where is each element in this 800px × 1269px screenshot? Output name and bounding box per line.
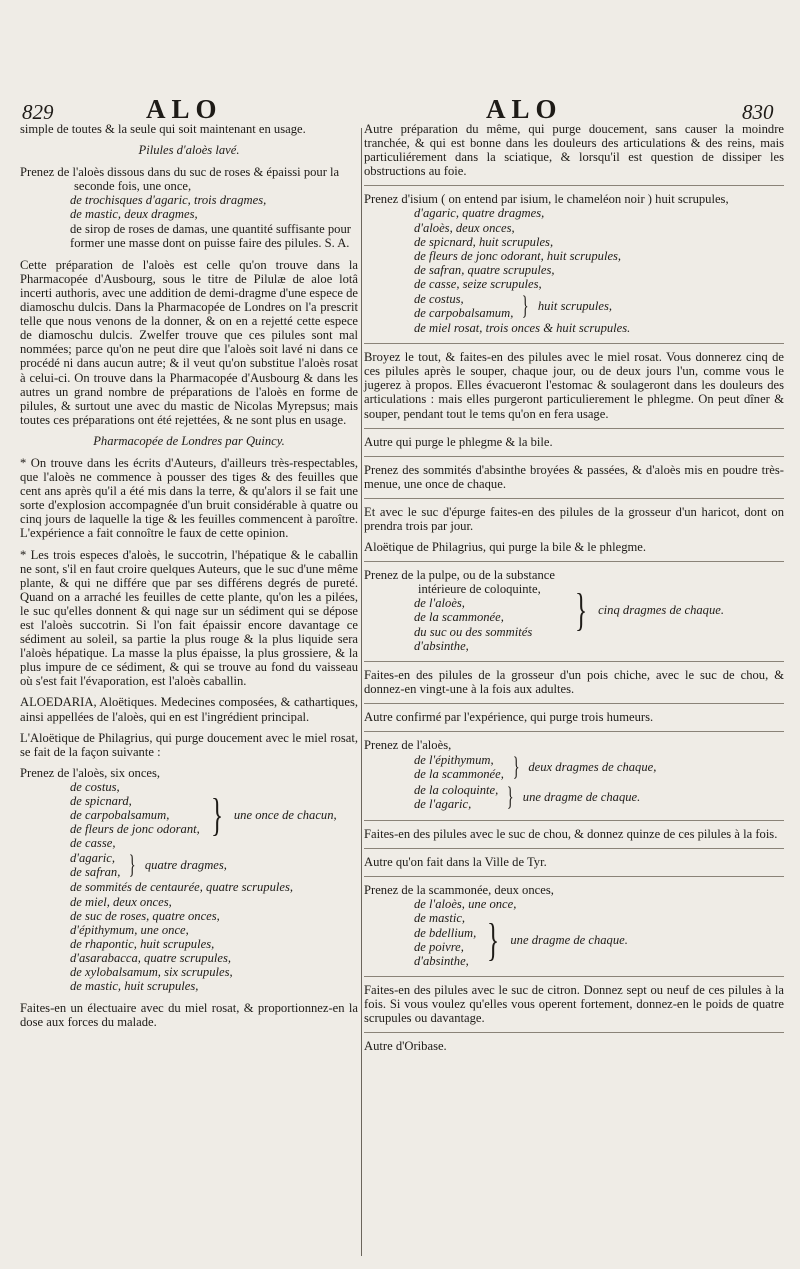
recipe-line: Prenez de la pulpe, ou de la substance intérieure de coloquinte, (364, 568, 555, 597)
left-page-number: 829 (22, 100, 54, 124)
recipe-line: de casse, (70, 836, 116, 851)
paragraph: Broyez le tout, & faites-en des pilules avec le miel rosat. Vous donnerez cinq de ces pilules après le souper, chaque jour, ou de deux jours l'un, comme vous le jugerez à propos. Elles évacueront l'estomac & soulageront dans les douleurs des articulations : mais elles purgeront particulierement le phlegme. On peut dîner & souper, pendant tout le tems qu'on en fera usage. (364, 350, 784, 421)
brace-glyph: } (129, 850, 137, 880)
recipe-philagrius (20, 766, 358, 993)
divider (364, 661, 784, 662)
brace-glyph: } (210, 789, 223, 841)
recipe-line: de trochisques d'agaric, trois dragmes, (70, 193, 267, 208)
recipe-tyr (364, 883, 784, 968)
recipe-line: de bdellium, (414, 925, 477, 940)
divider (364, 731, 784, 732)
recipe-line: de suc de roses, quatre onces, (70, 908, 220, 923)
paragraph: Faites-en des pilules de la grosseur d'un pois chiche, avec le suc de chou, & donnez-en vingt-une à la fois aux adultes. (364, 667, 784, 696)
recipe-line: de la scammonée, (414, 767, 504, 782)
brace-label: deux dragmes de chaque, (528, 760, 657, 775)
recipe-line: de spicnard, (70, 794, 132, 809)
recipe-line: de poivre, (414, 939, 464, 954)
paragraph: Prenez des sommités d'absinthe broyées & passées, & d'aloès mis en poudre très-menue, une once de chaque. (364, 462, 784, 491)
recipe-line: de safran, quatre scrupules, (414, 262, 555, 277)
brace-group (414, 291, 784, 321)
entry-aloedaria: ALOEDARIA, Aloëtiques. Medecines composées, & cathartiques, ainsi appellées de l'aloès, qui en est l'ingrédient principal. (20, 695, 358, 724)
brace-group (364, 568, 784, 653)
recipe-line: de safran, (70, 865, 121, 880)
recipe-line: de costus, (414, 291, 464, 306)
recipe-trois-humeurs (364, 738, 784, 812)
recipe-line: de carpobalsamum, (414, 306, 514, 321)
footnote: * Les trois especes d'aloès, le succotrin, l'hépatique & le caballin ne sont, s'il en faut croire quelques Auteurs, que le suc d'une même plante, & qui ne différe que par ses différens degrés de pureté. Quand on a arraché les feuilles de cette plante, qu'on les a pilées, le suc qu'elles donnent & qui nage sur un sédiment qui se dépose est l'aloès succotrin. Si l'on fait épaissir encore davantage ce sédiment au soleil, sa partie la plus rouge & la plus liquide sera l'aloès hépatique. La masse la plus épaisse, la plus grossiere, & la plus impure de ce sédiment, & qui se trouve au fond du vaisseau où s'est fait l'évaporation, est l'aloès caballin. (20, 547, 358, 689)
recipe-line: de mastic, huit scrupules, (70, 979, 199, 994)
paragraph: Autre préparation du même, qui purge doucement, sans causer la moindre tranchée, & qui est bonne dans les douleurs des articulations & des reins, mais particuliérement dans la sciatique, & lorsqu'il est question de dissiper les obstructions au foie. (364, 122, 784, 179)
brace-label: huit scrupules, (537, 298, 612, 313)
brace-glyph: } (487, 913, 500, 965)
brace-label: une dragme de chaque. (522, 790, 641, 805)
divider (364, 876, 784, 877)
recipe-line: de miel, deux onces, (70, 894, 172, 909)
recipe-line: de fleurs de jonc odorant, (70, 822, 200, 837)
brace-group (414, 911, 784, 967)
divider (364, 976, 784, 977)
recipe-line: de rhapontic, huit scrupules, (70, 936, 215, 951)
recipe-line: de sommités de centaurée, quatre scrupules, (70, 880, 294, 895)
recipe-line: de l'aloès, (414, 596, 465, 611)
divider (364, 428, 784, 429)
paragraph: Faites-en des pilules avec le suc de citron. Donnez sept ou neuf de ces pilules à la fois. Si vous voulez qu'elles vous operent fortement, donnez-en le poids de quatre scrupules ou davantage. (364, 982, 784, 1026)
divider (364, 561, 784, 562)
left-running-head: ALO (146, 94, 223, 124)
recipe-line: d'asarabacca, quatre scrupules, (70, 950, 232, 965)
paragraph: Cette préparation de l'aloès est celle qu'on trouve dans la Pharmacopée d'Ausbourg, sous le titre de Pilulæ de aloe lotâ incerti authoris, avec une addition de demi-dragme d'une espece de diamoschu dulcis. Dans la Pharmacopée de Londres on l'a prescrit telle que nous venons de la donner, & on en a rejetté cette espece de diamoschu dulcis. Zwelfer trouve que ces pilules sont mal nommées; parce qu'on ne peut dire que l'aloès soit lavé ni dans ce procédé ni dans aucun autre; & il veut qu'on substitue l'aloès rosat à celui-ci. On trouve dans la Pharmacopée d'Ausbourg & dans les autres un grand nombre de préparations de l'aloès en forme de pilules, & surtout une avec du mastic de Nicolas Myrepsus; mais toutes ces préparations ont été rejettées, & ne sont plus en usage. (20, 257, 358, 427)
recipe-line: de costus, (70, 779, 120, 794)
recipe-line: d'absinthe, (414, 953, 469, 968)
divider (364, 1032, 784, 1033)
brace-glyph: } (512, 752, 520, 782)
section-heading: Pilules d'aloès lavé. (138, 143, 240, 158)
paragraph: Aloëtique de Philagrius, qui purge la bile & le phlegme. (364, 540, 647, 555)
recipe-line: de mastic, (414, 911, 466, 926)
brace-label: cinq dragmes de chaque. (598, 603, 725, 618)
recipe-isium (364, 192, 784, 335)
recipe-line: de xylobalsamum, six scrupules, (70, 964, 233, 979)
recipe-line: de fleurs de jonc odorant, huit scrupules, (414, 248, 622, 263)
recipe-line: Prenez de la scammonée, deux onces, (364, 883, 554, 898)
recipe-lave (20, 165, 358, 250)
brace-label: une dragme de chaque. (510, 932, 628, 947)
right-page-number: 830 (742, 100, 774, 124)
right-column (364, 122, 784, 1060)
column-divider (361, 128, 362, 1256)
brace-group (414, 782, 784, 812)
recipe-line: Prenez de l'aloès dissous dans du suc de roses & épaissi pour la seconde fois, une once, (20, 165, 340, 194)
paragraph: simple de toutes & la seule qui soit maintenant en usage. (20, 122, 306, 136)
recipe-line: de spicnard, huit scrupules, (414, 234, 554, 249)
recipe-line: de carpobalsamum, (70, 808, 170, 823)
brace-glyph: } (507, 782, 514, 812)
brace-label: quatre dragmes, (144, 858, 227, 873)
recipe-line: de sirop de roses de damas, une quantité suffisante pour former une masse dont on puisse faire des pilules. S. A. (70, 221, 351, 250)
footnote: * On trouve dans les écrits d'Auteurs, d'ailleurs très-respectables, que l'aloès ne commence à pousser des tiges & des feuilles que cent ans après qu'il a été mis dans la terre, & qu'alors il se fait une sorte d'explosion accompagnée d'un bruit considérable à quatre ou cinq jours de laquelle la tige & les feuilles commencent à paroître. L'expérience a fait connoître le faux de cette opinion. (20, 455, 358, 541)
paragraph: Autre qui purge le phlegme & la bile. (364, 434, 553, 449)
recipe-line: de l'aloès, une once, (414, 897, 517, 912)
recipe-line: Prenez d'isium ( on entend par isium, le chameléon noir ) huit scrupules, (364, 192, 729, 207)
recipe-line: de la scammonée, (414, 610, 504, 625)
brace-label: une once de chacun, (233, 808, 337, 823)
recipe-line: d'agaric, quatre dragmes, (414, 206, 545, 221)
divider (364, 848, 784, 849)
recipe-coloquinte (364, 568, 784, 653)
right-running-head: ALO (486, 94, 563, 124)
paragraph: Autre qu'on fait dans la Ville de Tyr. (364, 855, 547, 870)
recipe-line: d'épithymum, une once, (70, 922, 189, 937)
paragraph: Autre confirmé par l'expérience, qui purge trois humeurs. (364, 709, 654, 724)
recipe-line: d'aloès, deux onces, (414, 220, 515, 235)
paragraph: L'Aloëtique de Philagrius, qui purge doucement avec le miel rosat, se fait de la façon suivante : (20, 730, 358, 759)
recipe-line: de miel rosat, trois onces & huit scrupules. (414, 321, 631, 336)
paragraph: Faites-en un électuaire avec du miel rosat, & proportionnez-en la dose aux forces du malade. (20, 1001, 358, 1030)
brace-group (70, 780, 358, 850)
paragraph: Faites-en des pilules avec le suc de chou, & donnez quinze de ces pilules à la fois. (364, 827, 778, 842)
brace-glyph: } (574, 584, 588, 636)
recipe-line: de mastic, deux dragmes, (70, 207, 198, 222)
brace-glyph: } (522, 291, 530, 321)
divider (364, 820, 784, 821)
recipe-line: d'agaric, (70, 851, 116, 866)
divider (364, 498, 784, 499)
divider (364, 343, 784, 344)
brace-group (414, 752, 784, 782)
recipe-line: Prenez de l'aloès, six onces, (20, 765, 161, 780)
left-column (20, 122, 358, 1036)
paragraph: Et avec le suc d'épurge faites-en des pilules de la grosseur d'un haricot, dont on prendra trois par jour. (364, 504, 784, 533)
recipe-line: Prenez de l'aloès, (364, 738, 452, 752)
recipe-line: de la coloquinte, (414, 783, 499, 797)
divider (364, 703, 784, 704)
recipe-line: de l'épithymum, (414, 753, 494, 767)
recipe-line: de l'agaric, (414, 797, 472, 812)
brace-group (70, 850, 358, 880)
recipe-line: de casse, seize scrupules, (414, 276, 542, 291)
divider (364, 456, 784, 457)
paragraph: Autre d'Oribase. (364, 1039, 447, 1054)
divider (364, 185, 784, 186)
recipe-line: du suc ou des sommités d'absinthe, (414, 624, 533, 653)
section-heading: Pharmacopée de Londres par Quincy. (93, 433, 285, 448)
